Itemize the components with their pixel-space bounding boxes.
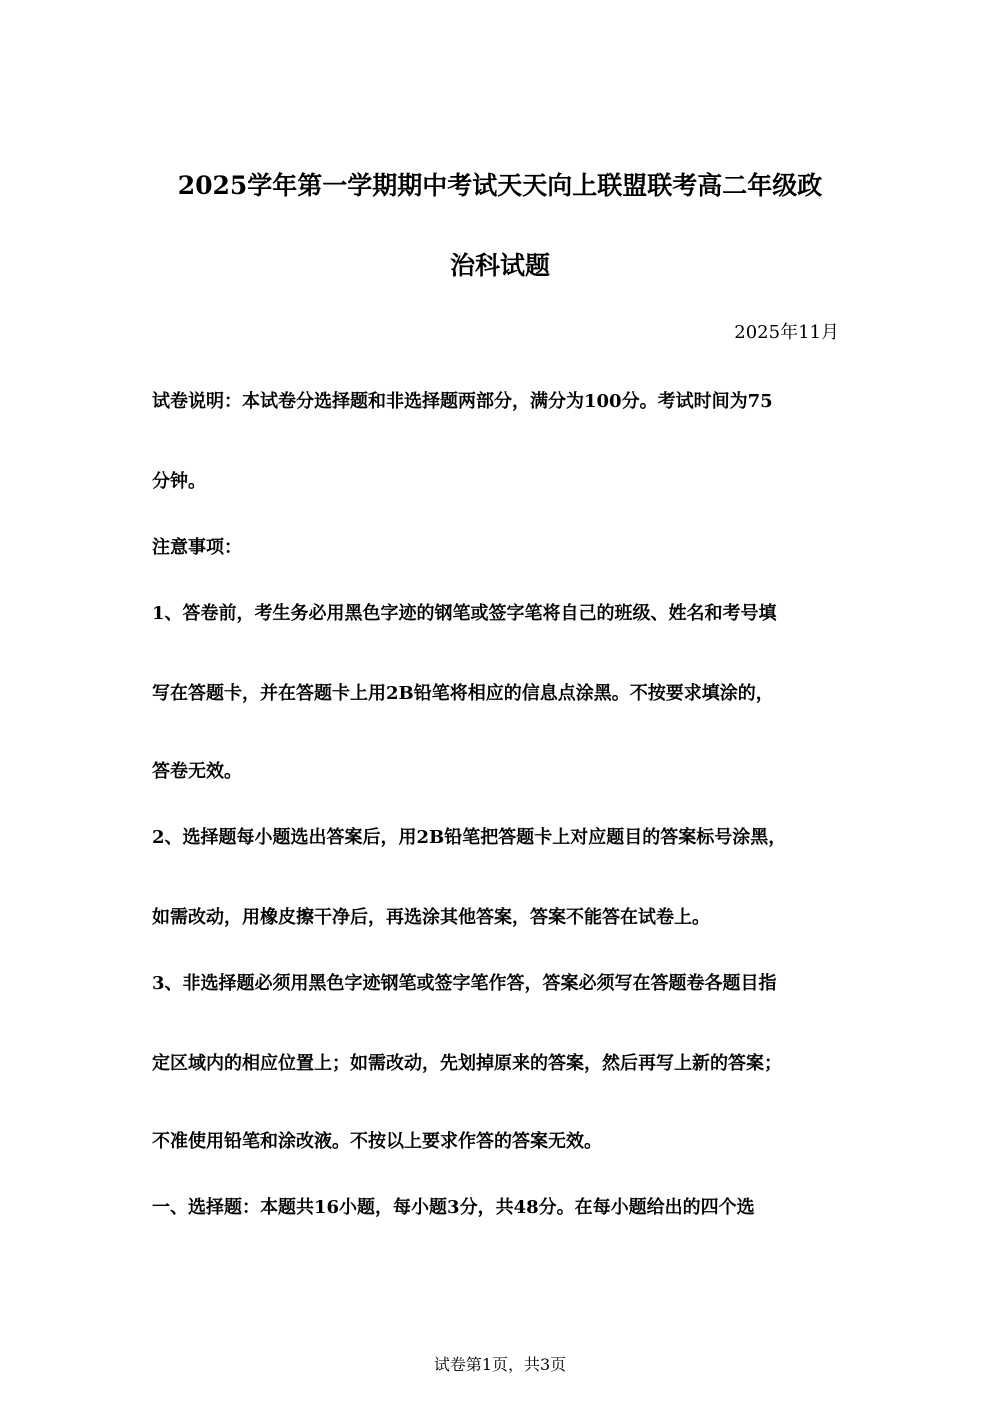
note-3-line-1: 3、非选择题必须用黑色字迹钢笔或签字笔作答，答案必须写在答题卷各题目指 [152, 973, 777, 994]
instructions-line-1: 试卷说明：本试卷分选择题和非选择题两部分，满分为100分。考试时间为75 [152, 391, 773, 412]
note-1-line-3: 答卷无效。 [152, 761, 242, 782]
note-2-line-2: 如需改动，用橡皮擦干净后，再选涂其他答案，答案不能答在试卷上。 [152, 907, 710, 928]
note-3-line-3: 不准使用铅笔和涂改液。不按以上要求作答的答案无效。 [152, 1131, 602, 1152]
note-1-line-1: 1、答卷前，考生务必用黑色字迹的钢笔或签字笔将自己的班级、姓名和考号填 [152, 603, 777, 624]
note-1-line-2: 写在答题卡，并在答题卡上用2B铅笔将相应的信息点涂黑。不按要求填涂的， [152, 683, 774, 704]
note-2-line-1: 2、选择题每小题选出答案后，用2B铅笔把答题卡上对应题目的答案标号涂黑， [152, 827, 787, 848]
section-1-heading: 一、选择题：本题共16小题，每小题3分，共48分。在每小题给出的四个选 [152, 1197, 755, 1218]
exam-date: 2025年11月 [734, 322, 839, 343]
notes-heading: 注意事项： [152, 537, 242, 558]
instructions-line-2: 分钟。 [152, 471, 206, 492]
note-3-line-2: 定区域内的相应位置上；如需改动，先划掉原来的答案，然后再写上新的答案； [152, 1053, 782, 1074]
title-line-2: 治科试题 [449, 251, 550, 280]
title-line-1: 2025学年第一学期期中考试天天向上联盟联考高二年级政 [177, 171, 823, 200]
page-footer: 试卷第1页，共3页 [433, 1355, 567, 1374]
